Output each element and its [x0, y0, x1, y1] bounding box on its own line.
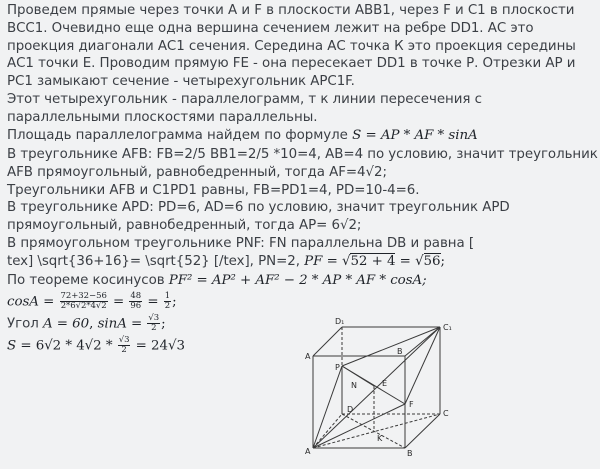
sqrt-symbol: √ [341, 253, 351, 269]
label-a: A [305, 447, 311, 456]
fraction-denominator: 2 [164, 300, 171, 311]
fraction-denominator: 96 [130, 300, 142, 311]
cosine-formula: PF² = AP² + AF² − 2 * AP * AF * cosA; [168, 273, 427, 289]
cosa-eq: = [147, 294, 159, 310]
label-n: N [351, 381, 357, 390]
text-line: параллельными плоскостями параллельны. [7, 109, 318, 125]
angle-label: Угол [7, 316, 39, 332]
cosa-fraction-2 [129, 292, 142, 311]
label-e: E [382, 379, 388, 388]
text-line: ВСС1. Очевидно еще одна вершина сечением лежит на ребре DD1. АС это [7, 20, 534, 36]
s-lhs: S [7, 338, 17, 354]
label-b: B [407, 449, 413, 458]
pf-lhs: PF [304, 253, 323, 269]
text-line: Этот четырехугольник - параллелограмм, т к линии пересечения с [7, 91, 482, 107]
pf-sqrt-arg: 52 + 4 [350, 253, 396, 269]
sqrt-symbol: √ [415, 253, 424, 269]
pf-eq2: = [399, 253, 411, 269]
angle-value: A = 60 [42, 316, 90, 332]
label-a1: A [305, 352, 311, 361]
cosa-eq: = [113, 294, 125, 310]
fraction-numerator: √3 [148, 312, 160, 323]
cube-figure [295, 314, 475, 464]
cosa-lhs: cosA [7, 294, 39, 310]
solution-text [7, 2, 598, 358]
cosa-eq: = [43, 294, 55, 310]
sin-fraction [147, 314, 160, 333]
text-line: АС1 точки Е. Проводим прямую FE - она пересекает DD1 в точке Р. Отрезки АР и [7, 56, 576, 72]
fraction-denominator: 2 [151, 322, 157, 333]
text-line: Треугольники AFB и C1PD1 равны, FB=PD1=4, PD=10-4=6. [7, 182, 420, 198]
area-formula-line [7, 127, 595, 147]
area-formula-lhs: S [352, 127, 362, 143]
pf-sqrt-result: 56 [423, 253, 441, 269]
area-formula-label: Площадь параллелограмма найдем по формуле [7, 127, 348, 143]
cosa-end: ; [172, 294, 177, 310]
pf-formula-line [7, 253, 595, 273]
segment-pn [342, 366, 374, 386]
cosa-fraction-3 [164, 292, 171, 311]
sin-label: sinA [97, 316, 127, 332]
fraction-denominator: 2 [121, 344, 127, 355]
label-f: F [409, 400, 414, 409]
label-p: P [335, 363, 340, 372]
text-line: AFB прямоугольный, равнобедренный, тогда AF=4√2; [7, 164, 387, 180]
pf-eq: = [326, 253, 338, 269]
s-result: = 24√3 [135, 338, 185, 354]
text-line: В треугольнике AFB: FB=2/5 BB1=2/5 *10=4, AB=4 по условию, значит треугольник [7, 147, 598, 163]
s-eq: = [20, 338, 32, 354]
text-line: прямоугольный, равнобедренный, тогда AP= 6√2; [7, 218, 362, 234]
fraction-numerator: 1 [164, 290, 171, 301]
diagonal-ac1 [313, 327, 440, 448]
cosa-line [7, 292, 595, 314]
text-line: Проведем прямые через точки А и F в плоскости АВВ1, через F и С1 в плоскости [7, 3, 575, 18]
area-formula-rhs: AP * AF * sinA [380, 127, 478, 143]
label-b1: B [397, 347, 403, 356]
segment-af [313, 404, 405, 448]
sin-eq: = [131, 316, 143, 332]
cosa-fraction-1 [60, 292, 108, 311]
edge-ad [313, 414, 342, 448]
fraction-numerator: √3 [118, 334, 130, 345]
label-c1: C₁ [443, 323, 452, 332]
label-d1: D₁ [335, 317, 345, 326]
cube-diagram [295, 314, 475, 464]
angle-end: ; [161, 316, 166, 332]
area-formula-eq: = [365, 127, 377, 143]
label-c: C [443, 409, 449, 418]
comma: , [89, 316, 94, 332]
label-d: D [347, 405, 354, 414]
s-part1: 6√2 * 4√2 * [35, 338, 113, 354]
text-line: В треугольнике APD: PD=6, AD=6 по условию, значит треугольник APD [7, 200, 510, 216]
edge-a1d1 [313, 327, 342, 356]
pf-end: ; [440, 253, 445, 269]
fraction-numerator: 48 [130, 290, 142, 301]
fraction-denominator: 2*6√2*4√2 [60, 300, 107, 311]
text-line: проекция диагонали АС1 сечения. Середина АС точка К это проекция середины [7, 38, 576, 54]
label-k: K [377, 434, 383, 443]
s-fraction [118, 336, 131, 355]
tex-text: tex] \sqrt{36+16}= \sqrt{52} [/tex], PN=2, [7, 253, 300, 269]
cosine-line [7, 272, 595, 292]
cosine-label: По теореме косинусов [7, 273, 165, 289]
fraction-numerator: 72+32−56 [60, 290, 107, 301]
edge-bc [405, 414, 440, 448]
text-line: В прямоугольном треугольнике PNF: FN параллельна DB и равна [ [7, 236, 475, 252]
text-line: РС1 замыкают сечение - четырехугольник АРС1F. [7, 74, 355, 90]
